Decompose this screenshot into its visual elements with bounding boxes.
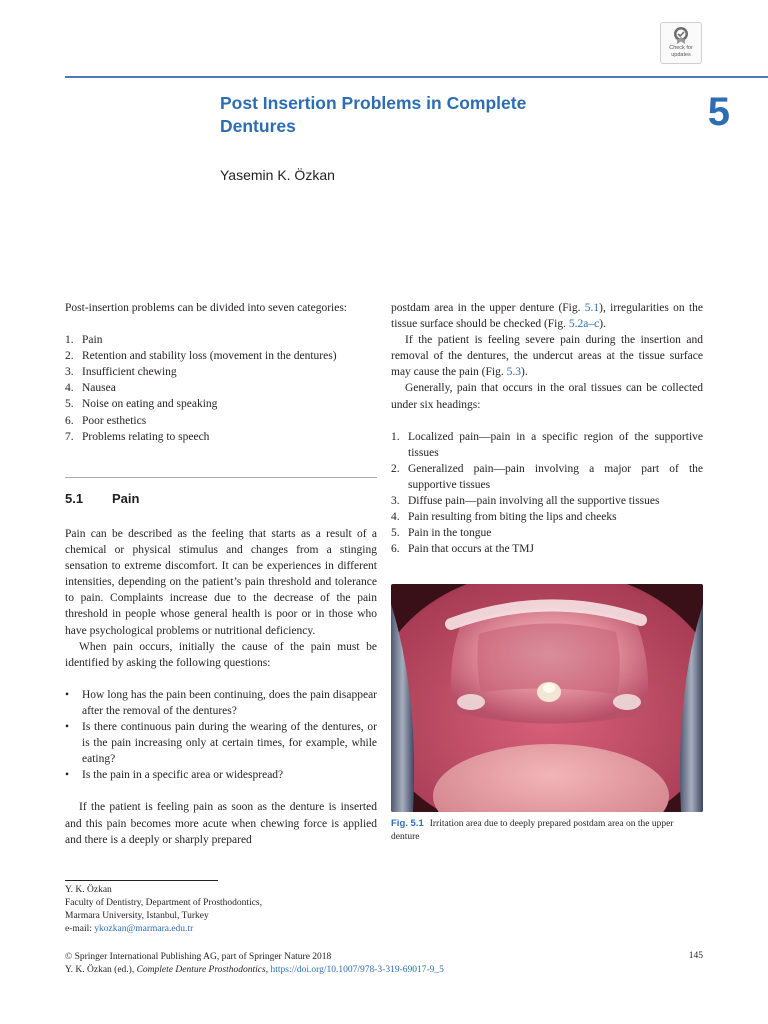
badge-line-1: Check for [669,45,693,51]
chapter-number: 5 [707,90,730,134]
list-item: 4. Nausea [65,382,116,395]
list-item: 6. Poor esthetics [65,414,147,427]
footnote-name: Y. K. Özkan [65,885,112,895]
book-title: Complete Denture Prosthodontics [136,965,266,975]
page-number: 145 [688,951,703,961]
paragraph: postdam area in the upper denture (Fig. 5.1), irregularities on the tissue surface should be checked (Fig. 5.2a–c). [391,302,703,331]
doi-link[interactable]: https://doi.org/10.1007/978-3-319-69017-9_5 [270,965,444,975]
footnote-line: Marmara University, Istanbul, Turkey [65,911,209,921]
paragraph: Generally, pain that occurs in the oral tissues can be collected under six headings: [391,382,703,411]
list-item: 2. Generalized pain—pain involving a major part of the supportive tissues [391,462,703,491]
list-item: 3. Insufficient chewing [65,366,177,379]
left-column-body [65,526,377,848]
list-item: 7. Problems relating to speech [65,430,210,443]
chapter-author: Yasemin K. Özkan [220,167,335,183]
categories-list [65,332,377,445]
figure-5-1-photo [391,584,703,812]
footnote-rule [65,880,218,881]
badge-line-2: updates [671,52,691,58]
oral-cavity-photo [391,584,703,812]
section-rule [65,477,377,478]
list-item: 6. Pain that occurs at the TMJ [391,543,534,556]
section-title: Pain [112,491,140,506]
check-for-updates-badge[interactable] [660,22,702,64]
questions-list [65,687,377,784]
list-item: 1. Localized pain—pain in a specific region of the supportive tissues [391,430,703,459]
citation-line: Y. K. Özkan (ed.), Complete Denture Prosthodontics, https://doi.org/10.1007/978-3-319-69017-9_5 [65,965,444,975]
email-link[interactable]: ykozkan@marmara.edu.tr [94,924,194,934]
list-item: • Is there continuous pain during the wearing of the dentures, or is the pain increasing only at certain times, for example, while eating? [65,721,377,766]
list-item: • Is the pain in a specific area or widespread? [65,769,284,782]
figure-caption-text: Irritation area due to deeply prepared postdam area on the upper denture [391,819,674,842]
author-affiliation [65,884,262,936]
figure-caption [391,817,703,844]
copyright-line: © Springer International Publishing AG, part of Springer Nature 2018 [65,952,332,962]
list-item: • How long has the pain been continuing, does the pain disappear after the removal of the dentures? [65,688,377,717]
footnote-email-line: e-mail: ykozkan@marmara.edu.tr [65,924,194,934]
right-column [391,300,703,557]
list-item: 2. Retention and stability loss (movement in the dentures) [65,350,337,363]
figure-link[interactable]: 5.2a–c [568,318,600,331]
chapter-title [220,92,580,138]
figure-link[interactable]: 5.1 [584,302,600,314]
list-item: 1. Pain [65,334,103,347]
section-number: 5.1 [65,491,84,506]
paragraph: When pain occurs, initially the cause of the pain must be identified by asking the following questions: [65,640,377,669]
left-column-intro [65,300,377,445]
page-footer [65,951,703,977]
paragraph: Pain can be described as the feeling that starts as a result of a chemical or physical stimulus and changes from a stinging sensation to extreme discomfort. It can be experiences in different intensities, depending on the patient’s pain threshold and tolerance to pain. Complaints increase due to the decrease of the pain threshold in people whose general health is poor or in those who have psychological problems or nutritional deficiency. [65,528,377,637]
list-item: 5. Noise on eating and speaking [65,398,218,411]
figure-link[interactable]: 5.3 [506,366,521,379]
chapter-title-line-1: Post Insertion Problems in Complete [220,93,527,113]
header-rule [65,76,768,78]
chapter-title-line-2: Dentures [220,116,296,136]
figure-label: Fig. 5.1 [391,818,424,829]
footnote-line: Faculty of Dentistry, Department of Prosthodontics, [65,898,263,908]
intro-paragraph: Post-insertion problems can be divided into seven categories: [65,302,348,314]
paragraph: If the patient is feeling pain as soon as the denture is inserted and this pain becomes more acute when chewing force is applied and there is a deeply or sharply prepared [65,801,377,846]
pain-headings-list [391,429,703,558]
bookmark-check-icon [673,26,689,44]
list-item: 3. Diffuse pain—pain involving all the supportive tissues [391,495,660,508]
paragraph: If the patient is feeling severe pain during the insertion and removal of the dentures, the undercut areas at the tissue surface may cause the pain (Fig. 5.3). [391,334,703,379]
section-heading [65,491,139,506]
list-item: 5. Pain in the tongue [391,527,492,540]
list-item: 4. Pain resulting from biting the lips and cheeks [391,511,617,524]
